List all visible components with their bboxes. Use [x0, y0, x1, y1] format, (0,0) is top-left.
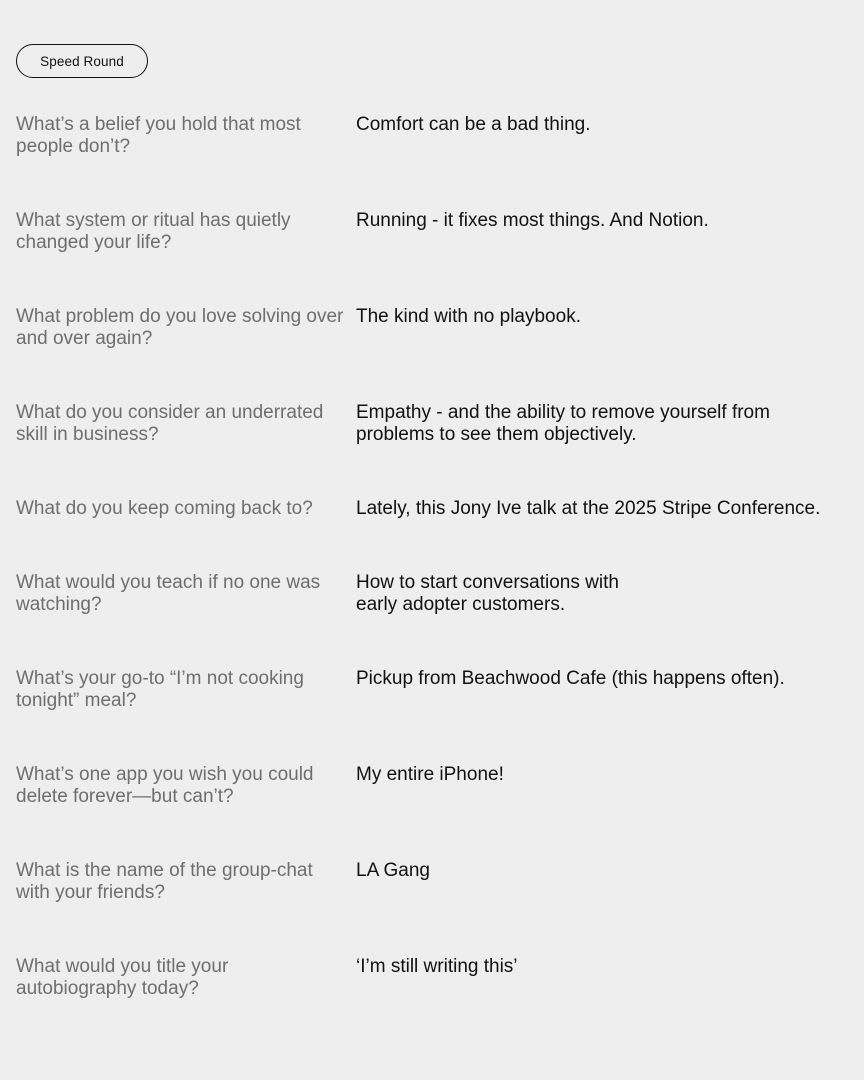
answer-text: My entire iPhone!	[356, 764, 504, 785]
qa-row	[16, 306, 848, 402]
qa-row	[16, 402, 848, 498]
answer-text: Empathy - and the ability to remove yourself from problems to see them objectively.	[356, 402, 770, 445]
question-text: What do you keep coming back to?	[16, 498, 313, 519]
qa-row	[16, 572, 848, 668]
answer-text: Lately, this Jony Ive talk at the 2025 Stripe Conference.	[356, 498, 821, 519]
qa-row	[16, 860, 848, 956]
question-text: What’s a belief you hold that most people don’t?	[16, 114, 301, 157]
qa-row	[16, 498, 848, 572]
answer-text: Comfort can be a bad thing.	[356, 114, 591, 135]
question-text: What is the name of the group-chat with your friends?	[16, 860, 313, 903]
answer-text: The kind with no playbook.	[356, 306, 581, 327]
question-text: What’s one app you wish you could delete forever—but can’t?	[16, 764, 314, 807]
answer-text: Pickup from Beachwood Cafe (this happens often).	[356, 668, 785, 689]
question-text: What would you teach if no one was watching?	[16, 572, 321, 615]
answer-text: How to start conversations with early adopter customers.	[356, 572, 619, 615]
speed-round-tag: Speed Round	[16, 44, 148, 78]
question-text: What’s your go-to “I’m not cooking tonight” meal?	[16, 668, 304, 711]
question-text: What system or ritual has quietly changed your life?	[16, 210, 291, 253]
qa-row	[16, 114, 848, 210]
answer-text: Running - it fixes most things. And Notion.	[356, 210, 709, 231]
qa-row	[16, 668, 848, 764]
question-text: What do you consider an underrated skill in business?	[16, 402, 324, 445]
qa-row	[16, 210, 848, 306]
qa-row	[16, 956, 848, 1052]
qa-list	[16, 114, 848, 1052]
answer-text: ‘I’m still writing this’	[356, 956, 518, 977]
question-text: What problem do you love solving over and over again?	[16, 306, 344, 349]
qa-row	[16, 764, 848, 860]
question-text: What would you title your autobiography today?	[16, 956, 229, 999]
answer-text: LA Gang	[356, 860, 430, 881]
